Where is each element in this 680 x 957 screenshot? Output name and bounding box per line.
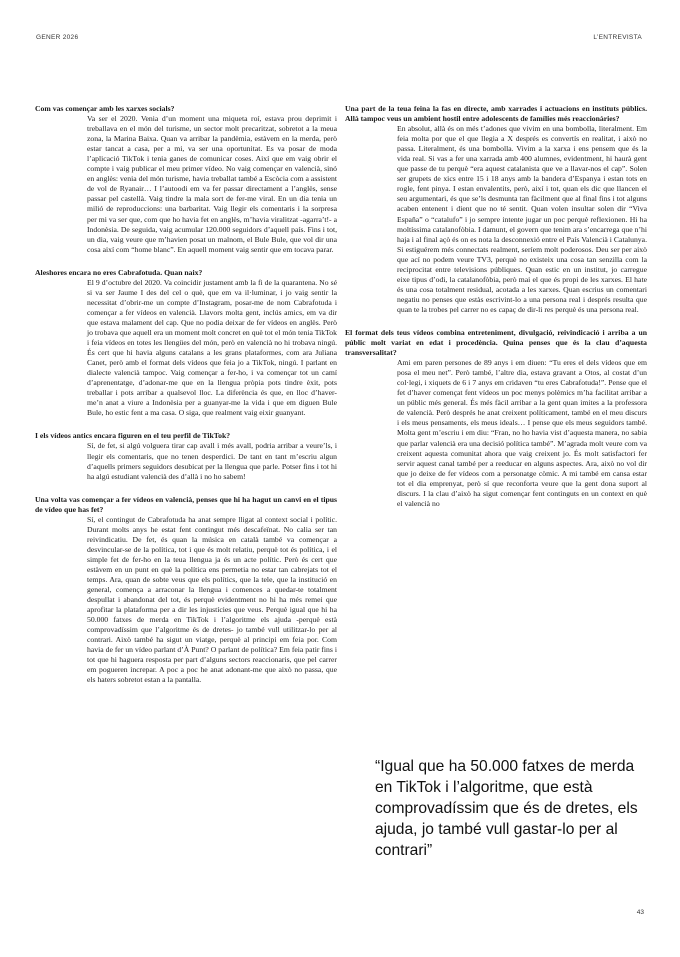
running-header [36, 34, 642, 41]
header-date: GENER 2026 [36, 34, 79, 41]
interview-question: Una volta vas començar a fer vídeos en valencià, penses que hi ha hagut un canvi en el tipus de vídeo que has fet? [35, 494, 337, 514]
interview-answer: En absolut, allà és on més t’adones que vivim en una bombolla, literalment. Em feia molta por que el que llegia a X després es convertís en realitat, i això no passa. Literalment, és una bombolla. Vivim a la xarxa i ens pensem que és la vida real. Si vas a fer una xarrada amb 400 alumnes, evidentment, hi haurà gent que passe de tu perquè “era aquest catalanista que ve a llavar-nos el cap”. Solen ser grupets de xics entre 15 i 18 anys amb la bandera d’Espanya i estan tots en rogle, fent pinya. I estan envalentits, però, així i tot, quan els dic que llancen el seu argumentari, és que se’ls desmunta tan fàcilment que al final fins i tot alguns acaben entenent i dient que no té sentit. Quan volen insultar solen dir “Viva España” o “catalufo” i jo sempre intente jugar un poc perquè reflexionen. Hi ha moltíssima catalanofòbia. I damunt, el govern que tenim ara s’encarrega que n’hi haja i al final açò és on es nota la desconnexió entre el País Valencià i Catalunya. Si estiguérem més connectats realment, seríem molt poderosos. Deu ser per això que ací no podem veure TV3, perquè no existeix una cosa tan senzilla com la reciprocitat entre televisions públiques. Quan estic en un institut, jo carregue eixe tipus d’odi, la catalanofòbia, però mai el que és propi de les xarxes. El hate és una cosa totalment residual, acotada a les xarxes. Quan escrius un comentari negatiu no penses que estàs escrivint-lo a una persona real i després resulta que quan te la trobes pel carrer no es capaç de dir-li res perquè és una persona real. [397, 124, 647, 314]
interview-answer: El 9 d’octubre del 2020. Va coincidir justament amb la fi de la quarantena. No sé si va ser Jaume I des del cel o què, que em va il·luminar, i jo vaig sentir la necessitat d’obrir-me un compte d’Instagram, posar-me de nom Cabrafotuda i començar a fer vídeos en valencià. Llavors molta gent, inclús amics, em va dir que estava malament del cap. Que no podia deixar de fer vídeos en anglès. Però jo trobava que aquell era un moment molt concret en què tot el món tenia TikTok i feia vídeos en totes les llengües del món, però en valencià no hi trobava ningú. És cert que hi havia alguns catalans a les grans plataformes, com ara Juliana Canet, però amb el format dels vídeos que feia jo a TikTok, ningú. I parlant en dialecte valencià tampoc. Vaig començar a fer-ho, i va començar tot un camí d’aprenentatge, d’adonar-me que en la llengua pròpia pots tindre èxit, pots treballar i pots arribar a qualsevol lloc. La diferència és que, en lloc d’haver-me’n anat a viure a Indonèsia per a guanyar-me la vida i que em diguen Bule Bule, ho estic fent a ma casa. O siga, que realment vaig eixir guanyant. [87, 277, 337, 418]
interview-question: Com vas començar amb les xarxes socials? [35, 104, 175, 113]
interview-question: Aleshores encara no eres Cabrafotuda. Quan naix? [35, 267, 203, 277]
page-number: 43 [636, 909, 644, 916]
interview-question: El format dels teus vídeos combina entreteniment, divulgació, reivindicació i arriba a un públic molt variat en edat i procedència. Quina penses que és la clau d’aquesta transversalitat? [345, 327, 647, 358]
qa-block [35, 104, 337, 255]
interview-question: I els vídeos antics encara figuren en el teu perfil de TikTok? [35, 431, 231, 441]
qa-block [345, 104, 647, 315]
interview-question: Una part de la teua feina la fas en directe, amb xarrades i actuacions en instituts públics. Allà tampoc veus un ambient hostil entre adolescents de famílies més reaccionàries? [345, 104, 647, 124]
interview-answer: Sí, el contingut de Cabrafotuda ha anat sempre lligat al context social i polític. Durant molts anys he estat fent contingut més descafeïnat. No calia ser tan reivindicatiu. De fet, és quan la música en català també va començar a desvincular-se de la política, tot i que és molt relatiu, perquè tot és política, i el simple fet de fer-ho en la teua llengua ja és un acte polític. Però és cert que estàvem en un punt en què la política ens permetia no estar tan cabrejats tot el temps. Ara, quan de sobte veus que els polítics, que la tele, que la institució en general, comença a arraconar la llengua i comences a quedar-te totalment despullat i abandonat del tot, és perquè evidentment no hi ha més remei que aprofitar la plataforma per a dir les injustícies que veus. Perquè igual que hi ha 50.000 fatxes de merda en TikTok i l’algoritme els ajuda -perquè està comprovadíssim que l’algoritme és de dretes- jo també vull utilitzar-lo per al contrari. Això també ha sigut un viatge, perquè al principi em feia por. Com havia de fer un vídeo parlant d’À Punt? O parlant de política? Em feia patir fins i tot que hi haguera resposta per part d’alguns sectors reaccionaris, que pel carrer em pogueren increpar. A poc a poc he anat adonant-me que això no passa, que els haters sobretot estan a la pantalla. [87, 514, 337, 685]
interview-answer: Va ser el 2020. Venia d’un moment una miqueta roí, estava prou deprimit i treballava en el món del turisme, un sector molt precaritzat, sobretot a la meua zona, la Marina Baixa. Quan va arribar la pandèmia, estàvem en la merda, però estar tancat a casa, per a mi, va ser una oportunitat. Es va posar de moda l’aplicació TikTok i tenia ganes de comunicar coses. Així que em vaig obrir el compte i vaig publicar el meu primer vídeo. No vaig començar en valencià, sinó en anglès: venia del món turisme, havia treballat també a Escòcia com a assistent de vol de Ryanair… I l’autoodi em va fer passar directament a l’anglès, sense passar pel castellà. Vaig tindre la mala sort de fer-me viral. En un dia tenia un milió de reproduccions: una barbaritat. Vaig llegir els comentaris i la sorpresa per mi va ser que, com que ho havia fet en anglès, m’havia viralitzat -agarra’t!- a Indonèsia. De seguida, vaig acumular 120.000 seguidors d’aquell país. Fins i tot, un dia, vaig veure que m’havien posat un malnom, el Bule Bule, que vol dir una cosa així com “home blanc”. En aquell moment vaig sentir que em tocava parar. [87, 114, 337, 254]
left-column [35, 104, 337, 686]
qa-block [35, 431, 337, 481]
qa-block [35, 268, 337, 419]
header-section: L’ENTREVISTA [593, 34, 642, 41]
interview-answer: Ami em paren persones de 89 anys i em diuen: “Tu eres el dels vídeos que em posa el meu net”. Però també, l’altre dia, estava gravant a Otos, al costat d’un col·legi, i xiquets de 6 i 7 anys em cridaven “tu eres Cabrafotuda!”. Pense que el fet d’haver començat fent vídeos un poc menys polèmics m’ha facilitat arribar a un públic més general. És més fàcil arribar a la gent quan imites a la professora de valencià. Però després he anat creixent políticament, també en el meu discurs i els meus pensaments, els meus ideals… I pense que els meus seguidors també. Molta gent m’escriu i em diu: “Fran, no ho havia vist d’aquesta manera, no sabia que parlar valencià era una decisió política també”. M’agrada molt veure com va creixent aquesta comunitat ahora que vaig creixent jo. És molt satisfactori fer servir aquest canal també per a reeducar en alguns aspectes. Ara, això no vol dir que jo deixe de fer vídeos com a personatge còmic. A mi també em cansa estar tot el dia emprenyat, però sí que reconforta veure que la gent dona suport al discurs. I la clau d’això ha sigut començar fent continguts en un context en què el valencià no [397, 358, 647, 508]
qa-block [35, 495, 337, 686]
pull-quote: “Igual que ha 50.000 fatxes de merda en TikTok i l’algoritme, que està comprovadíssim que és de dretes, els ajuda, jo també vull gastar-lo per al contrari” [375, 758, 638, 859]
interview-answer: Sí, de fet, si algú volguera tirar cap avall i més avall, podria arribar a veure’ls, i llegir els comentaris, que no tenen desperdici. De tant en tant m’escriu algun d’aquells primers seguidors desubicat per la llengua que parle. Potser fins i tot hi ha algú estudiant valencià des d’allà i no ho sabem! [87, 441, 337, 481]
right-column [345, 104, 647, 509]
qa-block [345, 328, 647, 509]
